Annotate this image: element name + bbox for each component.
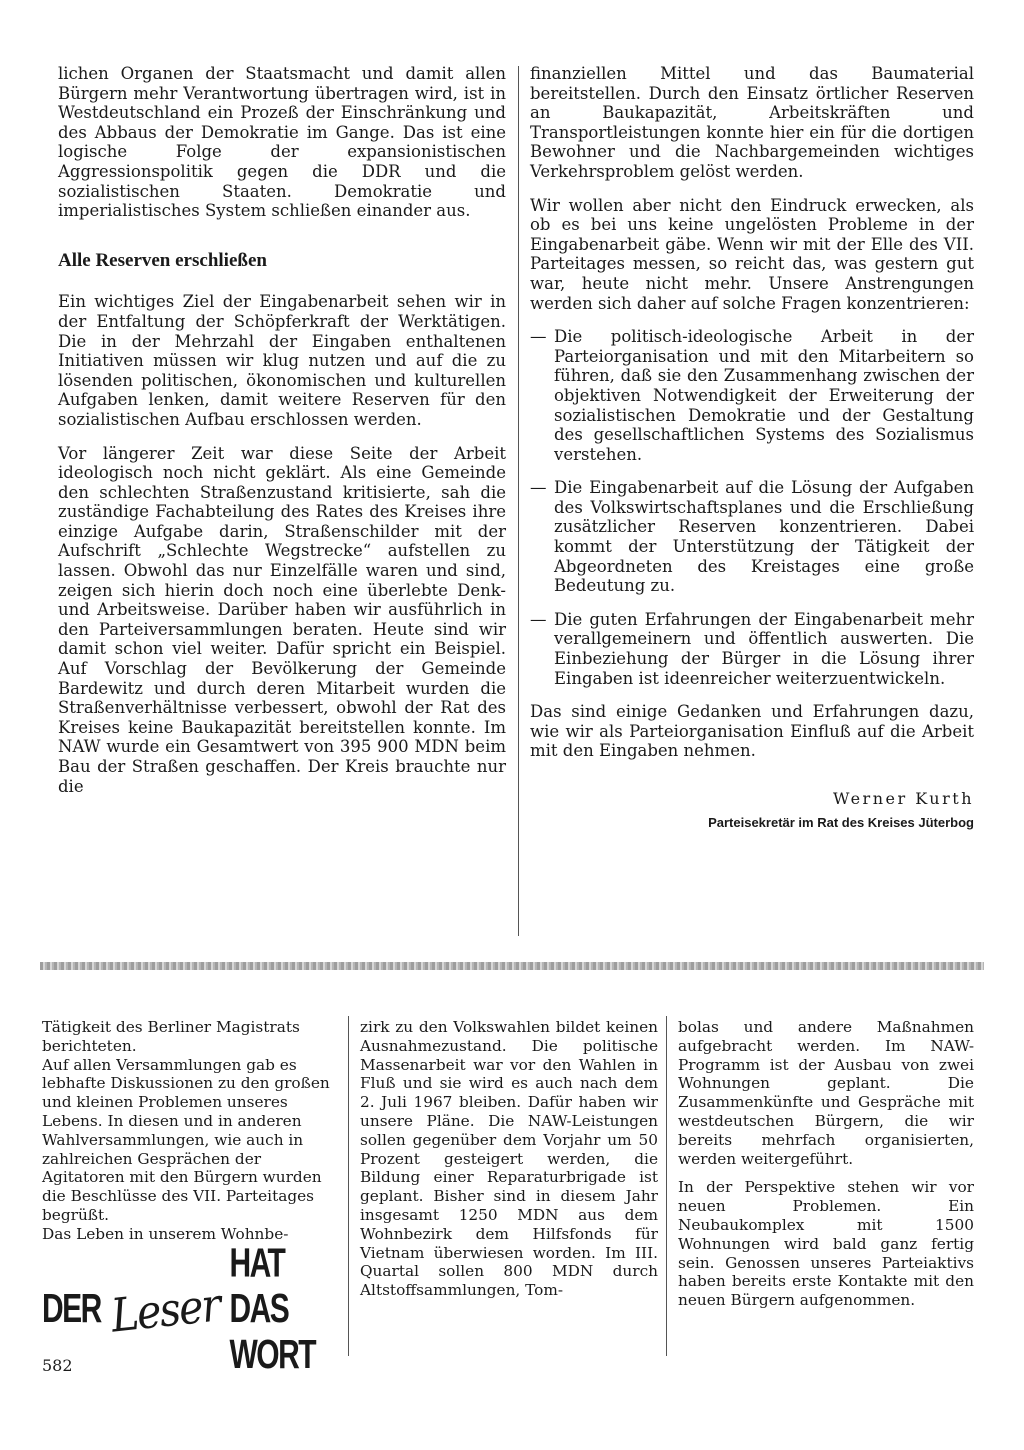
- article-paragraph: Wir wollen aber nicht den Eindruck erwecken, als ob es bei uns keine ungelösten Probleme in der Eingabenarbeit gäbe. Wenn wir mit der Elle des VII. Parteitages messen, so reicht das, was gestern gut war, heute nicht mehr. Unsere Anstrengungen werden sich daher auf solche Fragen konzentrieren:: [530, 195, 974, 313]
- column-divider: [666, 1016, 667, 1356]
- list-item-text: Die politisch-ideologische Arbeit in der Parteiorganisation und mit den Mitarbeitern so führen, daß sie den Zusammenhang zwischen der objektiven Notwendigkeit der Erweiterung der sozialistischen Demokratie und der Gestaltung des gesellschaftlichen Systems des Sozialismus verstehen.: [554, 327, 974, 464]
- article-right-column: [530, 64, 974, 832]
- list-item: [530, 478, 974, 596]
- dash-bullet: —: [530, 327, 547, 347]
- letter-paragraph: bolas und andere Maßnahmen aufgebracht werden. Im NAW-Programm ist der Ausbau von zwei Wohnungen geplant. Die Zusammenkünfte und Gespräche mit westdeutschen Bürgern, die wir bereits mehrfach organisierten, werden weitergeführt.: [678, 1018, 974, 1168]
- logo-text-hat-das-wort: HAT DAS WORT: [229, 1241, 316, 1378]
- author-role: Parteisekretär im Rat des Kreises Jüterbog: [708, 814, 974, 830]
- letter-paragraph: Das Leben in unserem Wohnbe-: [42, 1224, 289, 1243]
- list-item: [530, 610, 974, 688]
- letter-paragraph: zirk zu den Volkswahlen bildet keinen Ausnahmezustand. Die politische Massenarbeit war vor den Wahlen in Fluß und sie wird es auch nach dem 2. Juli 1967 bleiben. Dafür haben wir unsere Pläne. Die NAW-Leistungen sollen gegenüber dem Vorjahr um 50 Prozent gesteigert werden, die Bildung einer Reparaturbrigade ist geplant. Bisher sind in diesem Jahr insgesamt 1250 MDN aus dem Wohnbezirk dem Hilfsfonds für Vietnam überwiesen worden. Im III. Quartal sollen 800 MDN durch Altstoffsammlungen, Tom-: [360, 1018, 658, 1300]
- article-paragraph: finanziellen Mittel und das Baumaterial bereitstellen. Durch den Einsatz örtlicher Reserven an Baukapazität, Arbeitskräften und Transportleistungen konnte hier ein für die dortigen Bewohner und die Nachbargemeinden wichtiges Verkehrsproblem gelöst werden.: [530, 64, 974, 181]
- column-divider: [518, 66, 519, 936]
- article-left-column: [58, 64, 506, 810]
- dash-bullet: —: [530, 478, 547, 498]
- list-item-text: Die guten Erfahrungen der Eingabenarbeit mehr verallgemeinern und öffentlich auswerten. Die Einbeziehung der Bürger in die Lösung ihrer Eingaben ist ideenreicher weiterzuentwickeln.: [554, 609, 974, 688]
- list-item-text: Die Eingabenarbeit auf die Lösung der Aufgaben des Volkswirtschaftsplanes und die Erschließung zusätzlicher Reserven konzentrieren. Dabei kommt der Unterstützung der Tätigkeit der Abgeordneten des Kreistages eine große Bedeutung zu.: [554, 478, 974, 596]
- section-heading: Alle Reserven erschließen: [58, 249, 267, 271]
- letter-paragraph: In der Perspektive stehen wir vor neuen Problemen. Ein Neubaukomplex mit 1500 Wohnungen wird bald ganz fertig sein. Genossen unseres Parteiaktivs haben bereits erste Kontakte mit den neuen Bürgern aufgenommen.: [678, 1178, 974, 1310]
- letters-column-1: [42, 1018, 332, 1244]
- logo-text-leser: Leser: [108, 1277, 222, 1343]
- letter-paragraph: Auf allen Versammlungen gab es lebhafte Diskussionen zu den großen und kleinen Problemen unseres Lebens. In diesen und in anderen Wahlversammlungen, wie auch in zahlreichen Gesprächen der Agitatoren mit den Bürgern wurden die Beschlüsse des VII. Parteitages begrüßt.: [42, 1055, 330, 1224]
- article-paragraph: lichen Organen der Staatsmacht und damit allen Bürgern mehr Verantwortung übertragen wird, ist in Westdeutschland ein Prozeß der Einschränkung und des Abbaus der Demokratie im Gange. Das ist eine logische Folge der expansionistischen Aggressionspolitik gegen die DDR und die sozialistischen Staaten. Demokratie und imperialistisches System schließen einander aus.: [58, 64, 506, 221]
- priority-list: [530, 327, 974, 688]
- letter-paragraph: Tätigkeit des Berliner Magistrats berichteten.: [42, 1018, 300, 1055]
- dash-bullet: —: [530, 609, 547, 629]
- page-number: 582: [42, 1356, 73, 1375]
- article-paragraph: Ein wichtiges Ziel der Eingabenarbeit sehen wir in der Entfaltung der Schöpferkraft der Werktätigen. Die in der Mehrzahl der Eingaben enthaltenen Initiativen müssen wir klug nutzen und auf die zu lösenden politischen, ökonomischen und kulturellen Aufgaben lenken, damit weitere Reserven für den sozialistischen Aufbau erschlossen werden.: [58, 292, 506, 429]
- column-divider: [348, 1016, 349, 1356]
- letters-column-2: [360, 1018, 658, 1310]
- author-name: Werner Kurth: [832, 789, 974, 808]
- logo-text-der: DER: [42, 1287, 101, 1332]
- list-item: [530, 327, 974, 464]
- article-paragraph: Vor längerer Zeit war diese Seite der Arbeit ideologisch noch nicht geklärt. Als eine Gemeinde den schlechten Straßenzustand kritisierte, sah die zuständige Fachabteilung des Rates des Kreises ihre einzige Aufgabe darin, Straßenschilder mit der Aufschrift „Schlechte Wegstrecke“ aufstellen zu lassen. Obwohl das nur Einzelfälle waren und sind, zeigen sich hierin doch noch eine überlebte Denk- und Arbeitsweise. Darüber haben wir ausführlich in den Parteiversammlungen beraten. Heute sind wir damit schon viel weiter. Dafür spricht ein Beispiel. Auf Vorschlag der Bevölkerung der Gemeinde Bardewitz und durch deren Mitarbeit wurden die Straßenverhältnisse verbessert, obwohl der Rat des Kreises keine Baukapazität bereitstellen konnte. Im NAW wurde ein Gesamtwert von 395 900 MDN beim Bau der Straßen geschaffen. Der Kreis brauchte nur die: [58, 443, 506, 796]
- article-paragraph: Das sind einige Gedanken und Erfahrungen dazu, wie wir als Parteiorganisation Einfluß auf die Arbeit mit den Eingaben nehmen.: [530, 702, 974, 761]
- letters-column-3: [678, 1018, 974, 1320]
- section-separator: [40, 962, 984, 970]
